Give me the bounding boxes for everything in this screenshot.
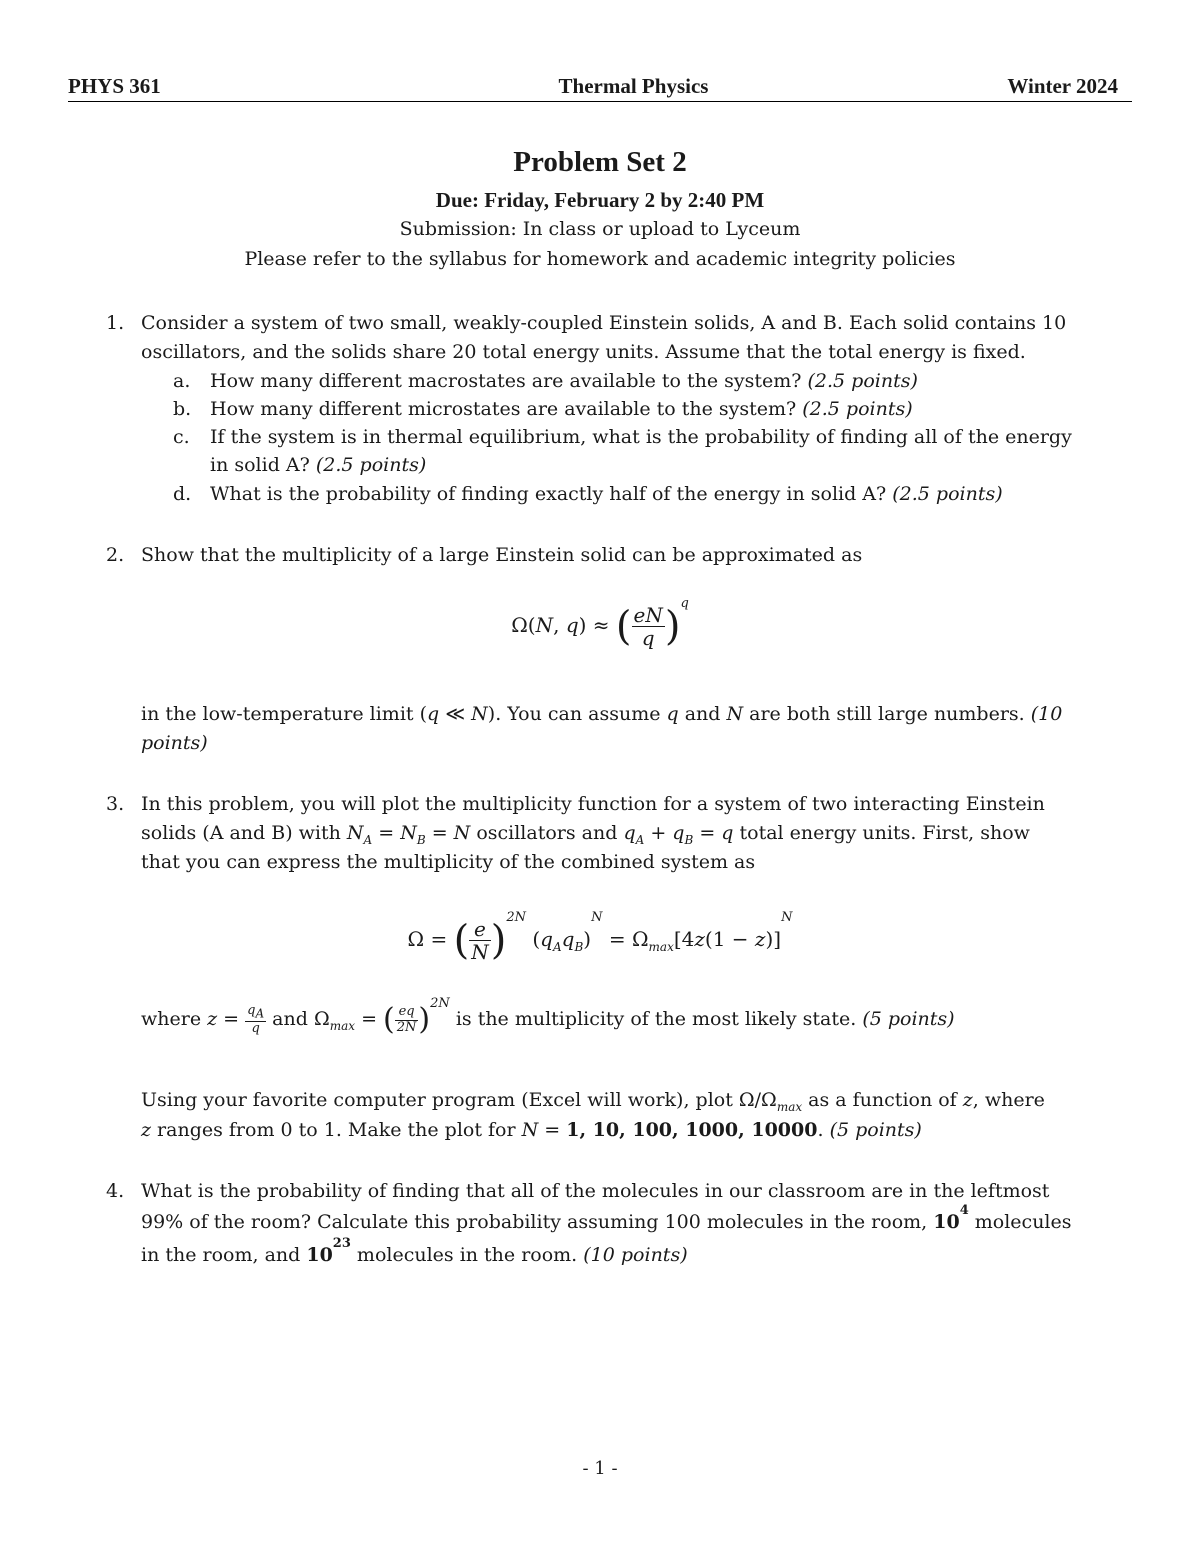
problem-number: 3. (106, 793, 125, 815)
problem-text: that you can express the multiplicity of the combined system as (141, 851, 756, 873)
due-date: Due: Friday, February 2 by 2:40 PM (435, 188, 765, 212)
problem-text: z ranges from 0 to 1. Make the plot for N = 1, 10, 100, 1000, 10000. (5 points) (141, 1119, 922, 1141)
part-c-cont: in solid A? (2.5 points) (210, 454, 427, 476)
problem-number: 2. (106, 544, 125, 566)
problem-text: in the low-temperature limit (q ≪ N). You can assume q and N are both still large numbers. (10 (141, 703, 1063, 725)
problem-text: solids (A and B) with $N_A = N_B = N$ oscillators and $q_A + q_B = q$ total energy units. First, show (141, 822, 1030, 847)
part-label: a. (173, 370, 191, 392)
part-label: b. (173, 398, 192, 420)
header-rule (68, 101, 1132, 102)
part-label: c. (173, 426, 190, 448)
problem-points: points) (141, 732, 208, 754)
problem-text: Consider a system of two small, weakly-coupled Einstein solids, A and B. Each solid contains 10 (141, 312, 1067, 334)
submission-info: Submission: In class or upload to Lyceum (399, 218, 801, 240)
problem-text: 99% of the room? Calculate this probability assuming 100 molecules in the room, $10^4$ molecules (141, 1203, 1072, 1233)
problem-text: In this problem, you will plot the multiplicity function for a system of two interacting Einstein (141, 793, 1045, 815)
problem-text: Show that the multiplicity of a large Einstein solid can be approximated as (141, 544, 863, 566)
part-c: If the system is in thermal equilibrium, what is the probability of finding all of the energy (210, 426, 1072, 448)
part-d: What is the probability of finding exactly half of the energy in solid A? (2.5 points) (210, 483, 1003, 505)
page-number: - 1 - (582, 1458, 618, 1479)
problem-text: where z = $\frac{q_A}{q}$ and $\Omega_{max}$ = ( $\frac{eq}{2N}$ )$^{2N}$ is the multiplicity of the most likely state. (5 points) (141, 996, 955, 1038)
policy-note: Please refer to the syllabus for homework and academic integrity policies (244, 248, 956, 270)
problem-text: in the room, and $10^{23}$ molecules in the room. (10 points) (141, 1236, 688, 1266)
course-code: PHYS 361 (68, 74, 161, 98)
part-label: d. (173, 483, 192, 505)
part-a: How many different macrostates are available to the system? (2.5 points) (210, 370, 918, 392)
multiplicity-approx-equation: Ω(N, q) ≈ ( $\frac{eN}{q}$ )$^q$ (511, 596, 689, 650)
part-b: How many different microstates are available to the system? (2.5 points) (210, 398, 913, 420)
problem-text: oscillators, and the solids share 20 total energy units. Assume that the total energy is fixed. (141, 341, 1026, 363)
page-title: Problem Set 2 (513, 146, 687, 178)
problem-text: What is the probability of finding that all of the molecules in our classroom are in the leftmost (141, 1180, 1050, 1202)
problem-number: 4. (106, 1180, 125, 1202)
course-term: Winter 2024 (1007, 74, 1118, 98)
problem-number: 1. (106, 312, 125, 334)
problem-text: Using your favorite computer program (Excel will work), plot $\Omega/\Omega_{max}$ as a function of z, where (141, 1089, 1045, 1114)
course-subject: Thermal Physics (558, 74, 709, 98)
combined-multiplicity-equation: Ω = ( $\frac{e}{N}$ )$^{2N}$ $(q_Aq_B)^N = \Omega_{max}[4z(1 - z)]^N$ (407, 910, 793, 964)
